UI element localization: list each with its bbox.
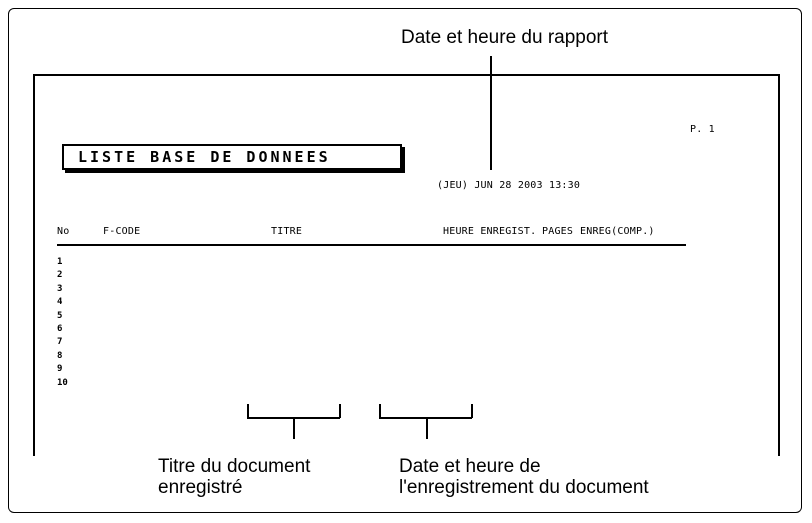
col-header-pages: PAGES bbox=[542, 226, 574, 237]
row-number: 1 bbox=[57, 257, 63, 267]
col-header-heure: HEURE ENREGIST. bbox=[443, 226, 537, 237]
bracket-title-right bbox=[339, 404, 341, 418]
col-header-fcode: F-CODE bbox=[103, 226, 141, 237]
sheet-right-edge bbox=[778, 74, 780, 456]
row-number: 6 bbox=[57, 324, 63, 335]
report-datetime: (JEU) JUN 28 2003 13:30 bbox=[437, 180, 581, 191]
sheet-left-edge bbox=[33, 74, 35, 456]
sheet-top-edge bbox=[33, 74, 779, 76]
bracket-title-stem bbox=[293, 417, 295, 439]
row-number: 10 bbox=[57, 377, 68, 388]
report-title: LISTE BASE DE DONNEES bbox=[78, 148, 331, 166]
row-number: 8 bbox=[57, 350, 63, 361]
row-number-list bbox=[57, 256, 68, 390]
col-header-enreg: ENREG(COMP.) bbox=[580, 226, 655, 237]
row-number: 2 bbox=[57, 270, 63, 281]
bracket-datetime-right bbox=[471, 404, 473, 418]
callout-doc-title-1: Titre du document bbox=[158, 456, 311, 477]
col-header-no: No bbox=[57, 226, 70, 237]
col-header-titre: TITRE bbox=[271, 226, 303, 237]
callout-reg-datetime-1: Date et heure de bbox=[399, 456, 541, 477]
row-number: 5 bbox=[57, 310, 63, 321]
header-underline bbox=[57, 244, 686, 246]
callout-doc-title-2: enregistré bbox=[158, 477, 243, 498]
callout-reg-datetime-2: l'enregistrement du document bbox=[399, 477, 649, 498]
row-number: 4 bbox=[57, 297, 63, 308]
callout-report-datetime: Date et heure du rapport bbox=[401, 27, 609, 48]
bracket-datetime-left bbox=[379, 404, 381, 418]
bracket-title-left bbox=[247, 404, 249, 418]
page-number: P. 1 bbox=[690, 124, 715, 135]
report-title-box bbox=[62, 144, 402, 170]
row-number: 9 bbox=[57, 364, 63, 375]
bracket-datetime-stem bbox=[426, 417, 428, 439]
row-number: 3 bbox=[57, 283, 63, 294]
figure-frame bbox=[8, 8, 802, 513]
row-number: 7 bbox=[57, 337, 63, 348]
